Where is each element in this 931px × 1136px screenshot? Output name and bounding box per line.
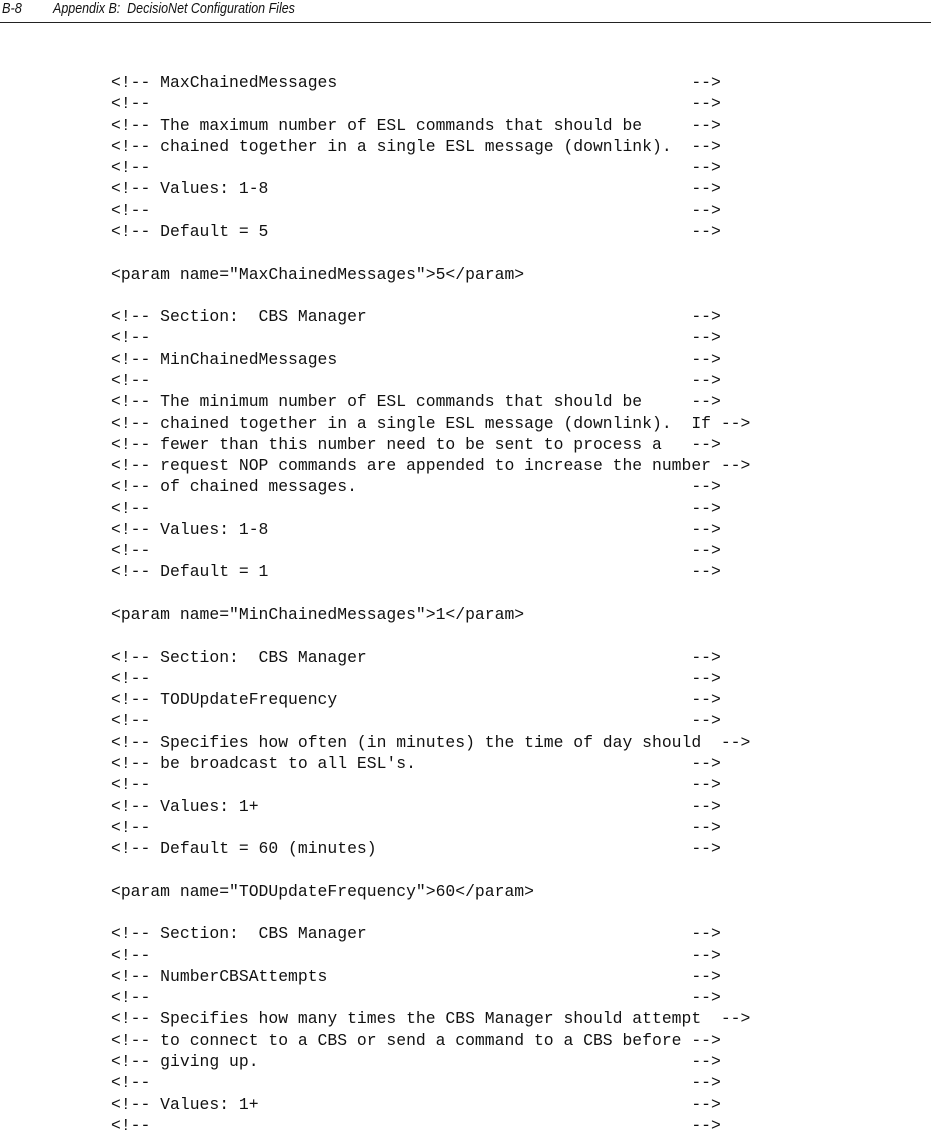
code-line: <!-- Section: CBS Manager -->: [111, 307, 721, 327]
code-line: <!-- Values: 1+ -->: [111, 1094, 721, 1114]
code-line: <!-- Specifies how often (in minutes) the time of day should -->: [111, 732, 751, 752]
code-line: [111, 859, 750, 880]
code-line: <!-- of chained messages. -->: [111, 477, 721, 497]
code-line: <!-- MaxChainedMessages -->: [111, 73, 721, 92]
page-number: B-8: [2, 1, 22, 17]
code-line: <!-- giving up. -->: [111, 1051, 721, 1071]
code-line: <!-- TODUpdateFrequency -->: [111, 690, 721, 710]
param-line: <param name="MaxChainedMessages">5</param>: [111, 264, 525, 284]
code-line: <!-- -->: [111, 711, 721, 731]
code-line: <!-- -->: [111, 158, 721, 178]
code-line: <!-- MinChainedMessages -->: [111, 349, 721, 369]
code-line: <!-- Default = 1 -->: [111, 562, 721, 582]
code-line: <!-- The maximum number of ESL commands that should be -->: [111, 115, 721, 135]
code-line: <!-- The minimum number of ESL commands that should be -->: [111, 392, 721, 412]
code-line: <!-- -->: [111, 817, 721, 837]
code-line: <!-- Values: 1-8 -->: [111, 179, 721, 199]
param-line: <param name="MinChainedMessages">1</param>: [111, 605, 525, 625]
code-line: <!-- chained together in a single ESL message (downlink). -->: [111, 136, 721, 156]
code-line: <!-- chained together in a single ESL message (downlink). If -->: [111, 413, 751, 433]
code-line: <!-- -->: [111, 370, 721, 390]
code-line: <!-- Values: 1-8 -->: [111, 519, 721, 539]
code-line: [111, 285, 750, 306]
config-code-block: [111, 72, 750, 1136]
code-line: <!-- -->: [111, 1115, 721, 1135]
code-line: [111, 902, 750, 923]
code-line: <!-- to connect to a CBS or send a command to a CBS before -->: [111, 1030, 721, 1050]
code-line: <!-- -->: [111, 775, 721, 795]
code-line: [111, 242, 750, 263]
code-line: <!-- Section: CBS Manager -->: [111, 647, 721, 667]
code-line: <!-- Section: CBS Manager -->: [111, 924, 721, 944]
code-line: <!-- -->: [111, 668, 721, 688]
code-line: <!-- -->: [111, 498, 721, 518]
code-line: <!-- request NOP commands are appended to increase the number -->: [111, 456, 751, 476]
page-title: Appendix B: DecisioNet Configuration Files: [53, 1, 295, 17]
code-line: <!-- fewer than this number need to be sent to process a -->: [111, 434, 721, 454]
code-line: <!-- be broadcast to all ESL's. -->: [111, 754, 721, 773]
page-header: [0, 0, 931, 23]
code-line: [111, 583, 750, 604]
code-line: <!-- -->: [111, 541, 721, 561]
param-line: <param name="TODUpdateFrequency">60</param>: [111, 881, 534, 901]
code-line: [111, 625, 750, 646]
code-line: <!-- Specifies how many times the CBS Manager should attempt -->: [111, 1009, 751, 1029]
code-line: <!-- Values: 1+ -->: [111, 796, 721, 816]
code-line: <!-- -->: [111, 328, 721, 348]
code-line: <!-- -->: [111, 945, 721, 965]
code-line: <!-- -->: [111, 200, 721, 220]
code-line: <!-- -->: [111, 988, 721, 1008]
code-line: <!-- Default = 5 -->: [111, 221, 721, 241]
code-line: <!-- -->: [111, 94, 721, 114]
code-line: <!-- -->: [111, 1073, 721, 1093]
code-line: <!-- NumberCBSAttempts -->: [111, 966, 721, 986]
code-line: <!-- Default = 60 (minutes) -->: [111, 839, 721, 859]
